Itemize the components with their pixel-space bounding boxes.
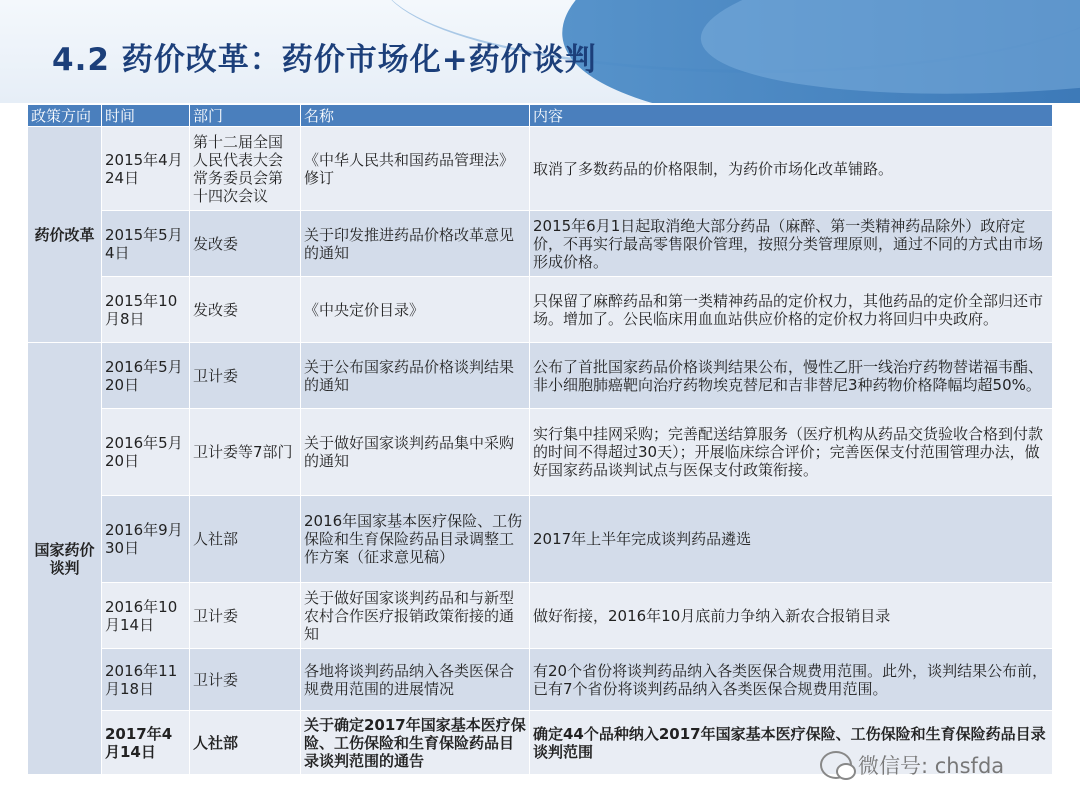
header-department: 部门	[190, 105, 301, 127]
content-cell: 取消了多数药品的价格限制，为药价市场化改革铺路。	[530, 127, 1053, 211]
table-row	[28, 127, 1053, 211]
time-cell: 2016年9月30日	[102, 496, 190, 583]
policy-table	[27, 104, 1053, 775]
dept-cell: 卫计委	[190, 343, 301, 409]
table-row	[28, 277, 1053, 343]
header-time: 时间	[102, 105, 190, 127]
content-cell: 2015年6月1日起取消绝大部分药品（麻醉、第一类精神药品除外）政府定价，不再实行最高零售限价管理，按照分类管理原则，通过不同的方式由市场形成价格。	[530, 211, 1053, 277]
time-cell: 2016年11月18日	[102, 649, 190, 711]
page-title: 4.2 药价改革：药价市场化+药价谈判	[52, 42, 597, 78]
dept-cell: 发改委	[190, 277, 301, 343]
time-cell: 2015年10月8日	[102, 277, 190, 343]
content-cell: 有20个省份将谈判药品纳入各类医保合规费用范围。此外，谈判结果公布前，已有7个省份将谈判药品纳入各类医保合规费用范围。	[530, 649, 1053, 711]
category-cell: 药价改革	[28, 127, 102, 343]
table-row	[28, 649, 1053, 711]
name-cell: 关于公布国家药品价格谈判结果的通知	[301, 343, 530, 409]
name-cell: 关于确定2017年国家基本医疗保险、工伤保险和生育保险药品目录谈判范围的通告	[301, 711, 530, 775]
dept-cell: 第十二届全国人民代表大会常务委员会第十四次会议	[190, 127, 301, 211]
content-cell: 公布了首批国家药品价格谈判结果公布，慢性乙肝一线治疗药物替诺福韦酯、非小细胞肺癌靶向治疗药物埃克替尼和吉非替尼3种药物价格降幅均超50%。	[530, 343, 1053, 409]
time-cell: 2016年5月20日	[102, 343, 190, 409]
dept-cell: 卫计委等7部门	[190, 409, 301, 496]
header-name: 名称	[301, 105, 530, 127]
slide-header	[0, 0, 1080, 103]
name-cell: 各地将谈判药品纳入各类医保合规费用范围的进展情况	[301, 649, 530, 711]
content-cell: 实行集中挂网采购；完善配送结算服务（医疗机构从药品交货验收合格到付款的时间不得超过30天）；开展临床综合评价；完善医保支付范围管理办法，做好国家药品谈判试点与医保支付政策衔接。	[530, 409, 1053, 496]
dept-cell: 发改委	[190, 211, 301, 277]
time-cell: 2016年5月20日	[102, 409, 190, 496]
time-cell: 2016年10月14日	[102, 583, 190, 649]
table-header-row	[28, 105, 1053, 127]
dept-cell: 人社部	[190, 496, 301, 583]
name-cell: 关于印发推进药品价格改革意见的通知	[301, 211, 530, 277]
wechat-icon	[820, 751, 852, 779]
content-cell: 只保留了麻醉药品和第一类精神药品的定价权力，其他药品的定价全部归还市场。增加了。公民临床用血血站供应价格的定价权力将回归中央政府。	[530, 277, 1053, 343]
dept-cell: 卫计委	[190, 583, 301, 649]
time-cell: 2015年5月4日	[102, 211, 190, 277]
content-cell: 做好衔接，2016年10月底前力争纳入新农合报销目录	[530, 583, 1053, 649]
name-cell: 《中央定价目录》	[301, 277, 530, 343]
name-cell: 2016年国家基本医疗保险、工伤保险和生育保险药品目录调整工作方案（征求意见稿）	[301, 496, 530, 583]
category-cell: 国家药价谈判	[28, 343, 102, 775]
watermark	[820, 750, 1004, 780]
time-cell: 2017年4月14日	[102, 711, 190, 775]
name-cell: 关于做好国家谈判药品集中采购的通知	[301, 409, 530, 496]
name-cell: 关于做好国家谈判药品和与新型农村合作医疗报销政策衔接的通知	[301, 583, 530, 649]
table-row	[28, 496, 1053, 583]
table-row	[28, 409, 1053, 496]
table-row	[28, 211, 1053, 277]
table-row	[28, 583, 1053, 649]
name-cell: 《中华人民共和国药品管理法》修订	[301, 127, 530, 211]
dept-cell: 人社部	[190, 711, 301, 775]
content-cell: 确定44个品种纳入2017年国家基本医疗保险、工伤保险和生育保险药品目录谈判范围	[530, 711, 1053, 775]
table-row	[28, 343, 1053, 409]
watermark-text: 微信号: chsfda	[858, 754, 1005, 778]
header-direction: 政策方向	[28, 105, 102, 127]
content-cell: 2017年上半年完成谈判药品遴选	[530, 496, 1053, 583]
dept-cell: 卫计委	[190, 649, 301, 711]
time-cell: 2015年4月24日	[102, 127, 190, 211]
header-content: 内容	[530, 105, 1053, 127]
